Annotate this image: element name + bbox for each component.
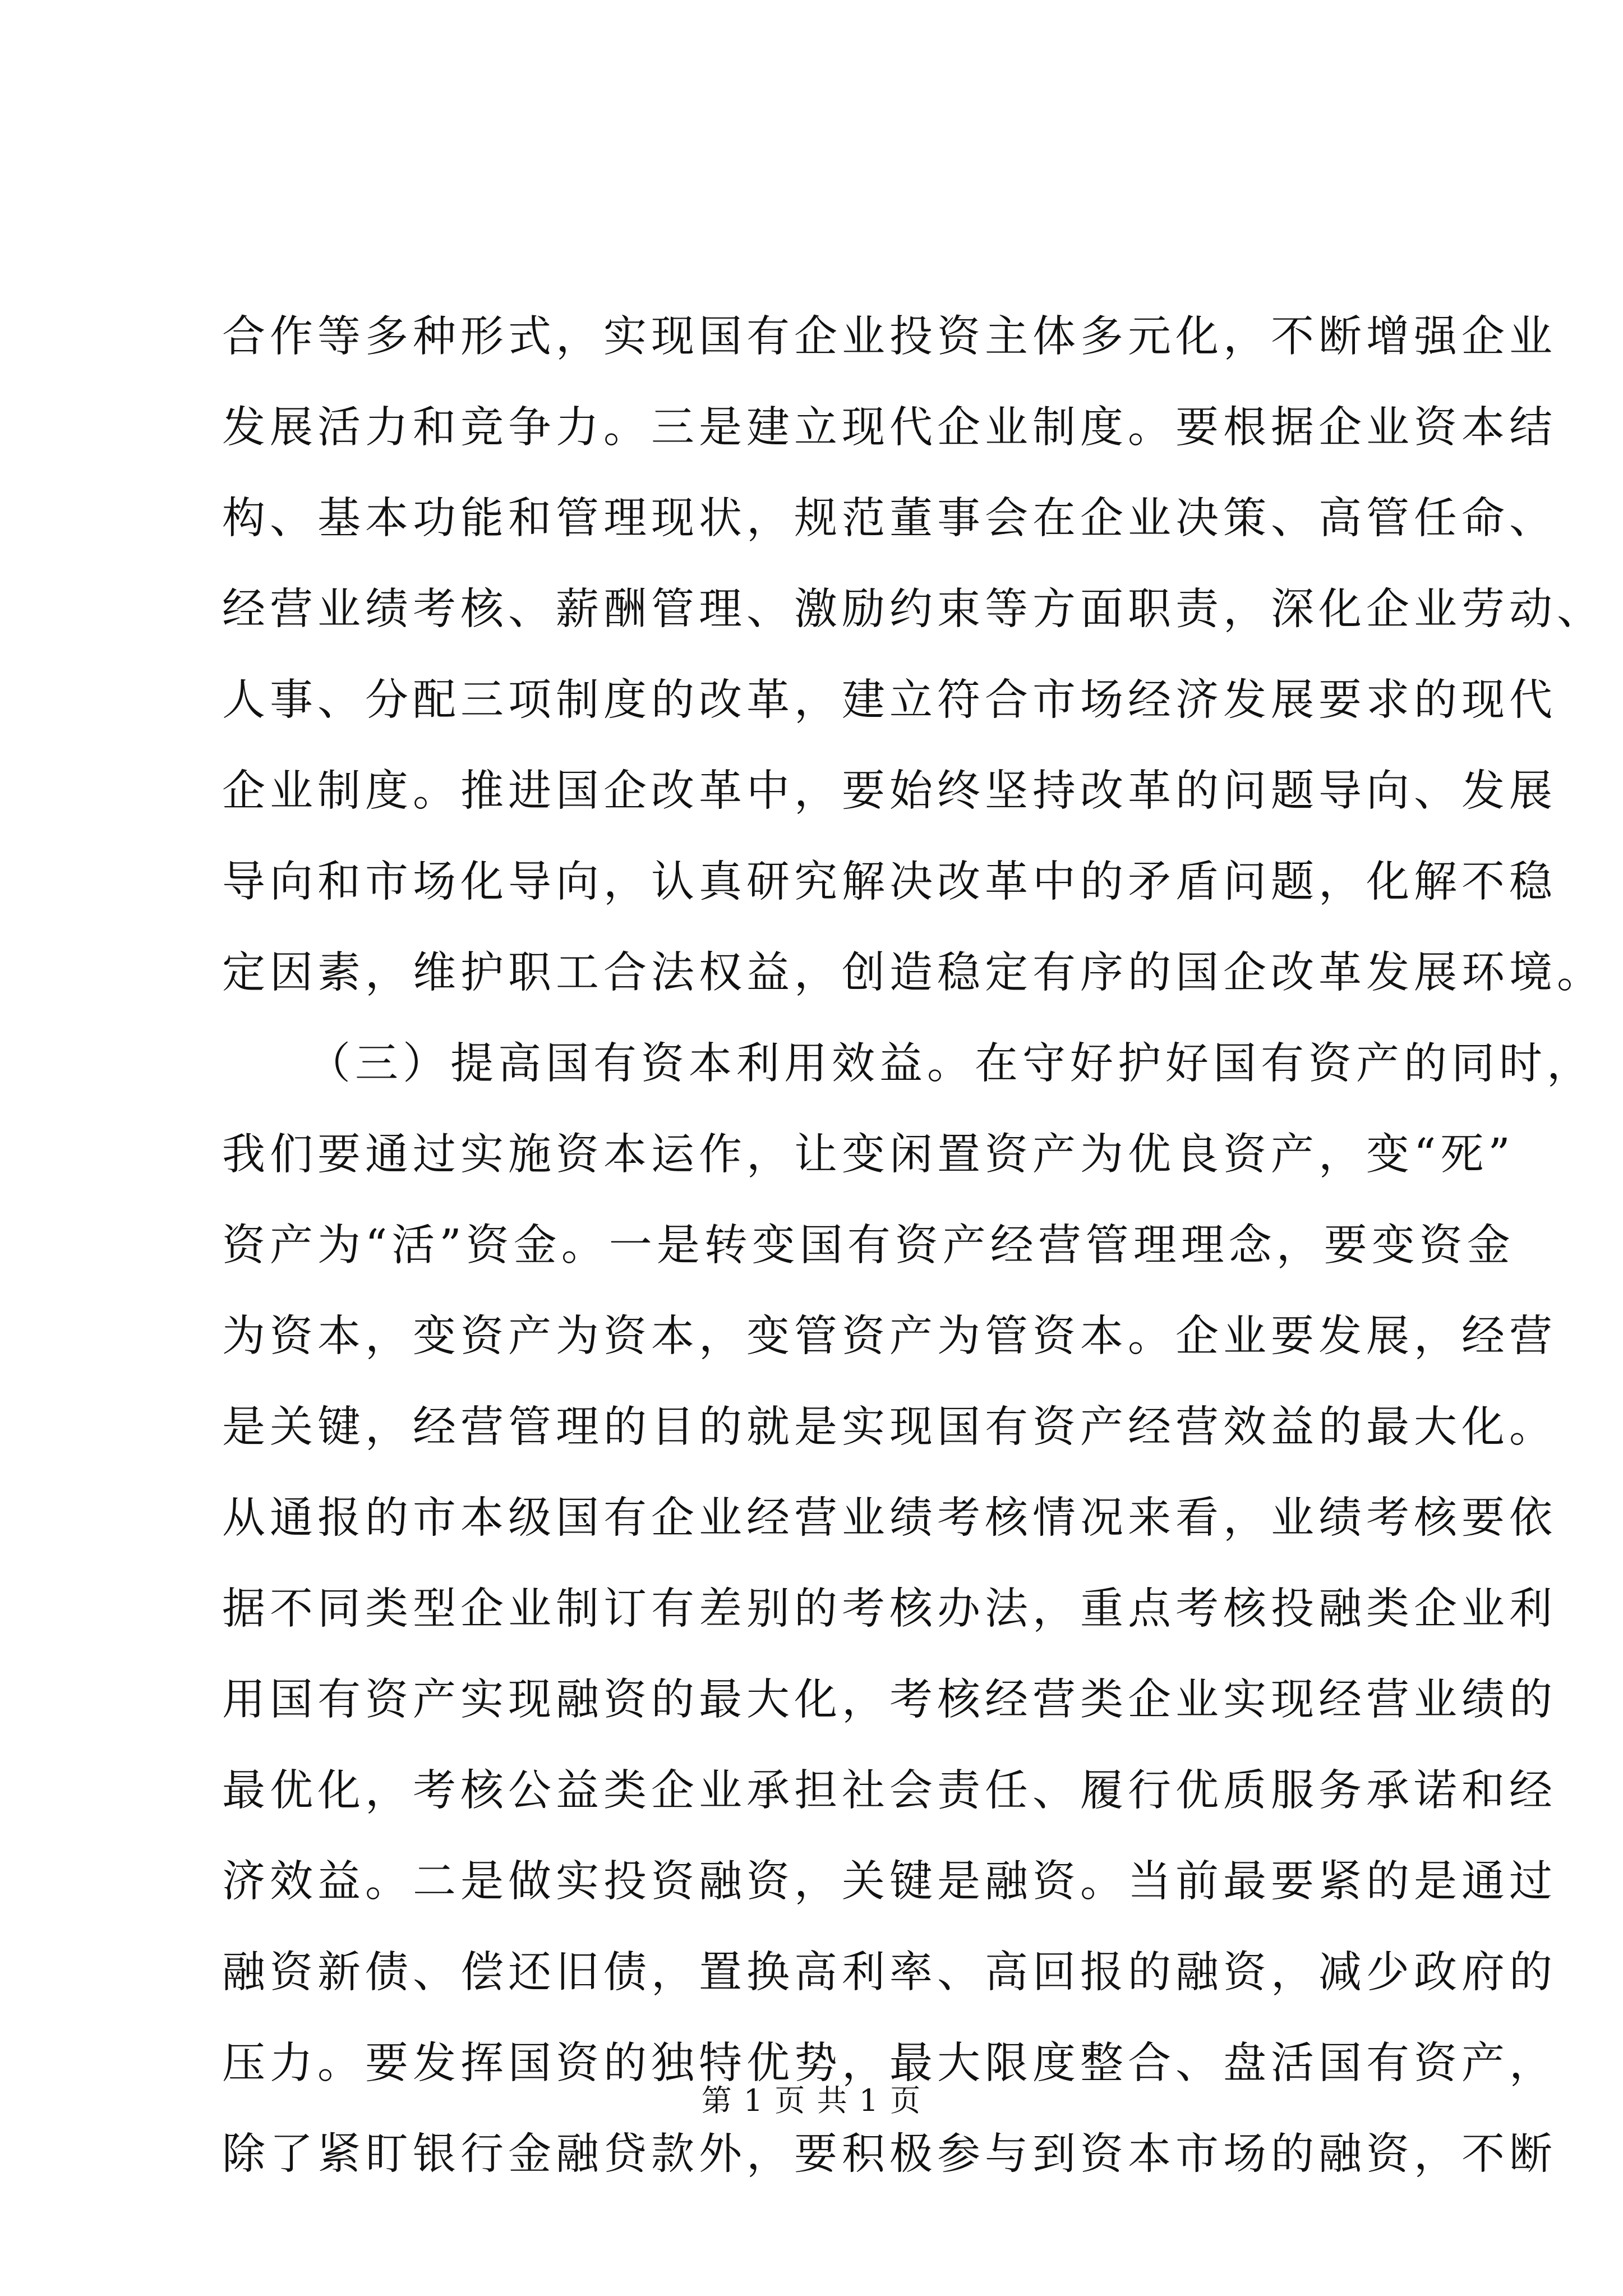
text-line: 压力。要发挥国资的独特优势，最大限度整合、盘活国有资产， (222, 2039, 1557, 2088)
text-line: 人事、分配三项制度的改革，建立符合市场经济发展要求的现代 (222, 675, 1557, 725)
text-line: 我们要通过实施资本运作，让变闲置资产为优良资产，变“死” (222, 1130, 1515, 1180)
text-line: 定因素，维护职工合法权益，创造稳定有序的国企改革发展环境。 (222, 948, 1604, 998)
body-text (222, 292, 1604, 2200)
text-line: 经营业绩考核、薪酬管理、激励约束等方面职责，深化企业劳动、 (222, 585, 1604, 634)
text-line: 是关键，经营管理的目的就是实现国有资产经营效益的最大化。 (222, 1402, 1557, 1452)
text-line: 用国有资产实现融资的最大化，考核经营类企业实现经营业绩的 (222, 1675, 1557, 1725)
text-line: 发展活力和竞争力。三是建立现代企业制度。要根据企业资本结 (222, 403, 1557, 453)
text-line: 最优化，考核公益类企业承担社会责任、履行优质服务承诺和经 (222, 1766, 1557, 1816)
text-line: 从通报的市本级国有企业经营业绩考核情况来看，业绩考核要依 (222, 1493, 1557, 1543)
text-line: 资产为“活”资金。一是转变国有资产经营管理理念，要变资金 (222, 1221, 1515, 1271)
text-line: 据不同类型企业制订有差别的考核办法，重点考核投融类企业利 (222, 1584, 1557, 1634)
section-heading-line: （三）提高国有资本利用效益。在守好护好国有资产的同时， (307, 1039, 1594, 1089)
text-line: 导向和市场化导向，认真研究解决改革中的矛盾问题，化解不稳 (222, 857, 1557, 907)
text-line: 构、基本功能和管理现状，规范董事会在企业决策、高管任命、 (222, 494, 1557, 544)
text-line: 企业制度。推进国企改革中，要始终坚持改革的问题导向、发展 (222, 766, 1557, 816)
text-line: 为资本，变资产为资本，变管资产为管资本。企业要发展，经营 (222, 1312, 1557, 1361)
text-line: 融资新债、偿还旧债，置换高利率、高回报的融资，减少政府的 (222, 1948, 1557, 1998)
text-line: 除了紧盯银行金融贷款外，要积极参与到资本市场的融资，不断 (222, 2129, 1557, 2179)
text-line: 合作等多种形式，实现国有企业投资主体多元化，不断增强企业 (222, 312, 1557, 362)
text-line: 济效益。二是做实投资融资，关键是融资。当前最要紧的是通过 (222, 1857, 1557, 1907)
page-footer: 第 1 页 共 1 页 (701, 2083, 922, 2118)
